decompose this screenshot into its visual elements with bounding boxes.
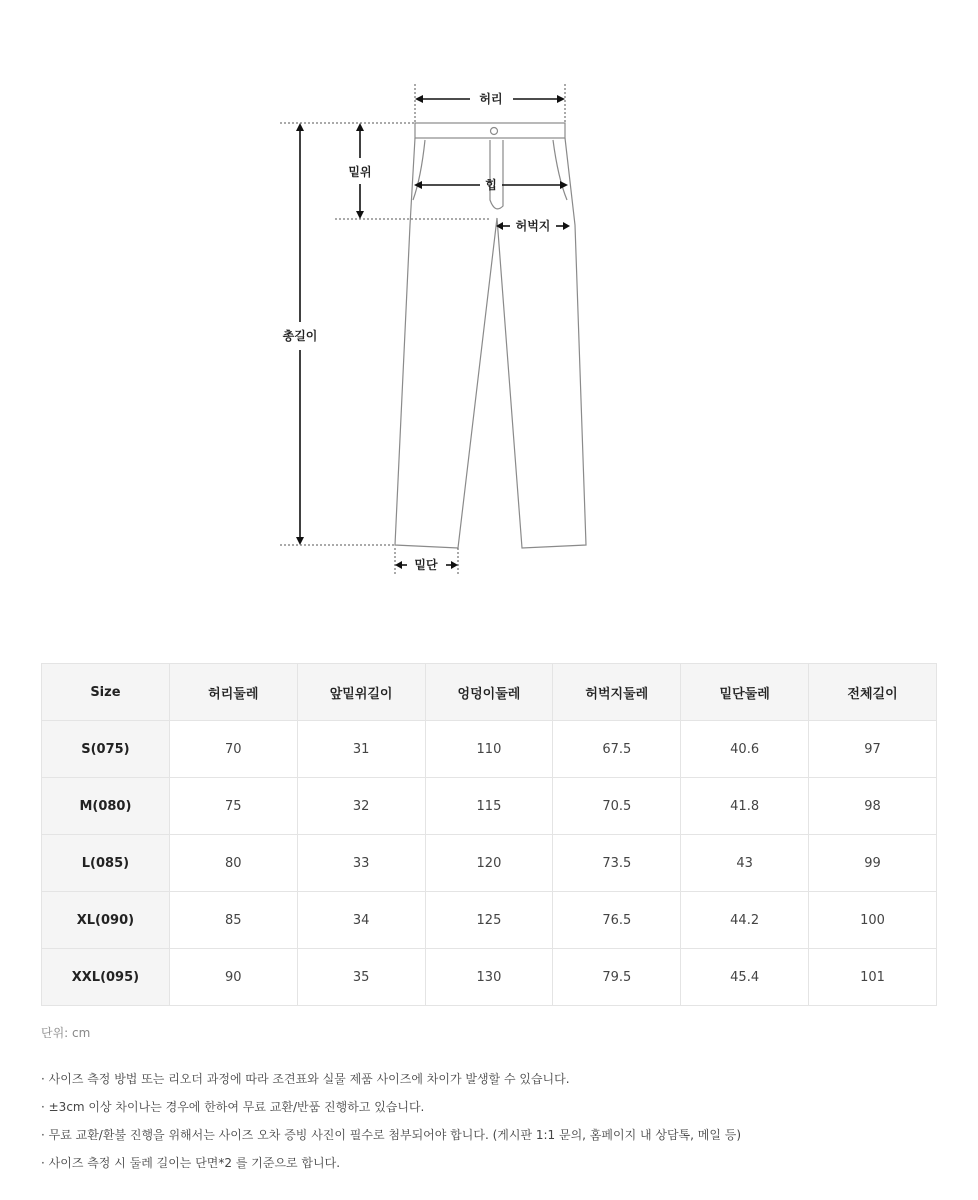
cell-total-length: 101 [809, 949, 937, 1006]
cell-thigh: 76.5 [553, 892, 681, 949]
cell-hem: 41.8 [681, 778, 809, 835]
row-size: XL(090) [42, 892, 170, 949]
size-table [41, 663, 937, 1006]
cell-thigh: 79.5 [553, 949, 681, 1006]
cell-waist: 85 [169, 892, 297, 949]
total-length-label: 총길이 [282, 329, 318, 343]
cell-total-length: 99 [809, 835, 937, 892]
hem-label: 밑단 [414, 558, 438, 572]
cell-total-length: 98 [809, 778, 937, 835]
cell-total-length: 97 [809, 721, 937, 778]
cell-front-rise: 31 [297, 721, 425, 778]
table-row [42, 778, 937, 835]
row-size: M(080) [42, 778, 170, 835]
cell-waist: 90 [169, 949, 297, 1006]
table-row [42, 892, 937, 949]
waist-label: 허리 [479, 92, 503, 106]
header-front-rise: 앞밑위길이 [297, 664, 425, 721]
cell-hip: 125 [425, 892, 553, 949]
cell-waist: 75 [169, 778, 297, 835]
header-size: Size [42, 664, 170, 721]
cell-thigh: 67.5 [553, 721, 681, 778]
cell-hem: 44.2 [681, 892, 809, 949]
row-size: L(085) [42, 835, 170, 892]
cell-hip: 115 [425, 778, 553, 835]
thigh-label: 허벅지 [515, 219, 551, 233]
cell-hip: 130 [425, 949, 553, 1006]
note-item: · 무료 교환/환불 진행을 위해서는 사이즈 오차 증빙 사진이 필수로 첨부되어야 합니다. (게시판 1:1 문의, 홈페이지 내 상담톡, 메일 등) [41, 1128, 742, 1142]
cell-front-rise: 35 [297, 949, 425, 1006]
cell-front-rise: 32 [297, 778, 425, 835]
table-row [42, 721, 937, 778]
cell-front-rise: 34 [297, 892, 425, 949]
header-total-length: 전체길이 [809, 664, 937, 721]
table-header-row [42, 664, 937, 721]
note-item: · 사이즈 측정 시 둘레 길이는 단면*2 를 기준으로 합니다. [41, 1156, 341, 1170]
cell-waist: 70 [169, 721, 297, 778]
note-item: · 사이즈 측정 방법 또는 리오더 과정에 따라 조견표와 실물 제품 사이즈에 차이가 발생할 수 있습니다. [41, 1072, 570, 1086]
row-size: S(075) [42, 721, 170, 778]
cell-total-length: 100 [809, 892, 937, 949]
table-row [42, 949, 937, 1006]
unit-note: 단위: cm [41, 1026, 91, 1040]
hip-label: 힙 [485, 178, 497, 192]
rise-label: 밑위 [348, 165, 372, 179]
header-waist: 허리둘레 [169, 664, 297, 721]
header-thigh: 허벅지둘레 [553, 664, 681, 721]
notes-list [41, 1068, 741, 1180]
header-hem: 밑단둘레 [681, 664, 809, 721]
row-size: XXL(095) [42, 949, 170, 1006]
cell-hem: 43 [681, 835, 809, 892]
cell-waist: 80 [169, 835, 297, 892]
header-hip: 엉덩이둘레 [425, 664, 553, 721]
cell-thigh: 70.5 [553, 778, 681, 835]
cell-hem: 40.6 [681, 721, 809, 778]
cell-front-rise: 33 [297, 835, 425, 892]
cell-hem: 45.4 [681, 949, 809, 1006]
cell-hip: 120 [425, 835, 553, 892]
cell-hip: 110 [425, 721, 553, 778]
cell-thigh: 73.5 [553, 835, 681, 892]
note-item: · ±3cm 이상 차이나는 경우에 한하여 무료 교환/반품 진행하고 있습니다. [41, 1100, 425, 1114]
table-row [42, 835, 937, 892]
